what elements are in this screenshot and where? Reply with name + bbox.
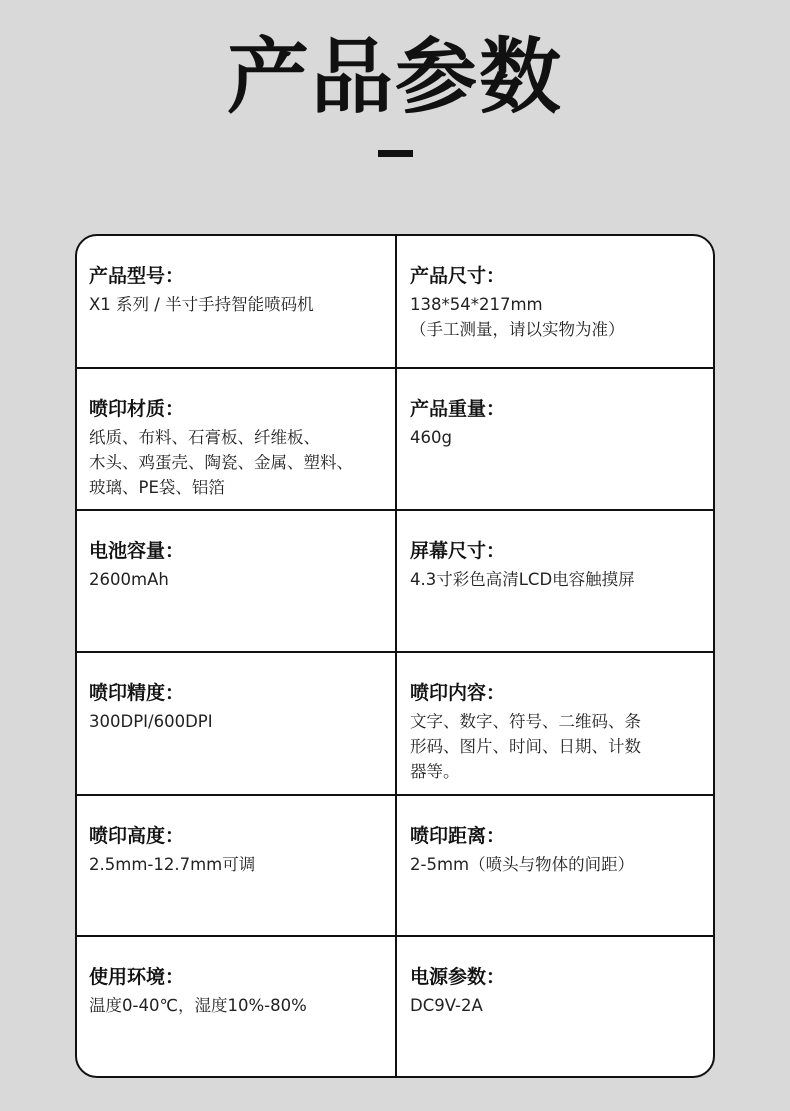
spec-cell-model (77, 236, 397, 369)
spec-label: 产品型号： (89, 265, 185, 287)
spec-label: 屏幕尺寸： (410, 540, 506, 562)
spec-label: 喷印内容： (410, 682, 506, 704)
spec-label: 喷印精度： (89, 682, 185, 704)
spec-cell-height (77, 796, 397, 937)
spec-cell-distance (397, 796, 713, 937)
spec-label: 喷印材质： (89, 398, 185, 420)
spec-table (75, 234, 715, 1078)
spec-value: 2.5mm-12.7mm可调 (89, 855, 256, 874)
spec-cell-materials (77, 369, 397, 511)
spec-cell-resolution (77, 653, 397, 796)
spec-value: 138*54*217mm （手工测量，请以实物为准） (410, 295, 625, 339)
spec-label: 产品尺寸： (410, 265, 506, 287)
spec-value: 460g (410, 428, 452, 447)
spec-cell-screen (397, 511, 713, 653)
title-underline (378, 150, 413, 157)
spec-cell-environment (77, 937, 397, 1078)
spec-label: 电池容量： (89, 540, 185, 562)
spec-cell-content (397, 653, 713, 796)
spec-value: 温度0-40℃，湿度10%-80% (89, 996, 307, 1015)
spec-cell-battery (77, 511, 397, 653)
spec-value: X1 系列 / 半寸手持智能喷码机 (89, 295, 314, 314)
spec-label: 电源参数： (410, 966, 506, 988)
spec-value: 2-5mm（喷头与物体的间距） (410, 855, 635, 874)
spec-cell-size (397, 236, 713, 369)
spec-value: 文字、数字、符号、二维码、条 形码、图片、时间、日期、计数 器等。 (410, 712, 641, 781)
spec-value: 纸质、布料、石膏板、纤维板、 木头、鸡蛋壳、陶瓷、金属、塑料、 玻璃、PE袋、铝箔 (89, 428, 353, 497)
spec-cell-power (397, 937, 713, 1078)
spec-value: 300DPI/600DPI (89, 712, 213, 731)
spec-value: DC9V-2A (410, 996, 483, 1015)
spec-cell-weight (397, 369, 713, 511)
spec-label: 产品重量： (410, 398, 506, 420)
spec-label: 喷印距离： (410, 825, 506, 847)
page-title: 产品参数 (226, 30, 563, 125)
spec-value: 4.3寸彩色高清LCD电容触摸屏 (410, 570, 635, 589)
spec-label: 使用环境： (89, 966, 185, 988)
spec-value: 2600mAh (89, 570, 169, 589)
spec-label: 喷印高度： (89, 825, 185, 847)
